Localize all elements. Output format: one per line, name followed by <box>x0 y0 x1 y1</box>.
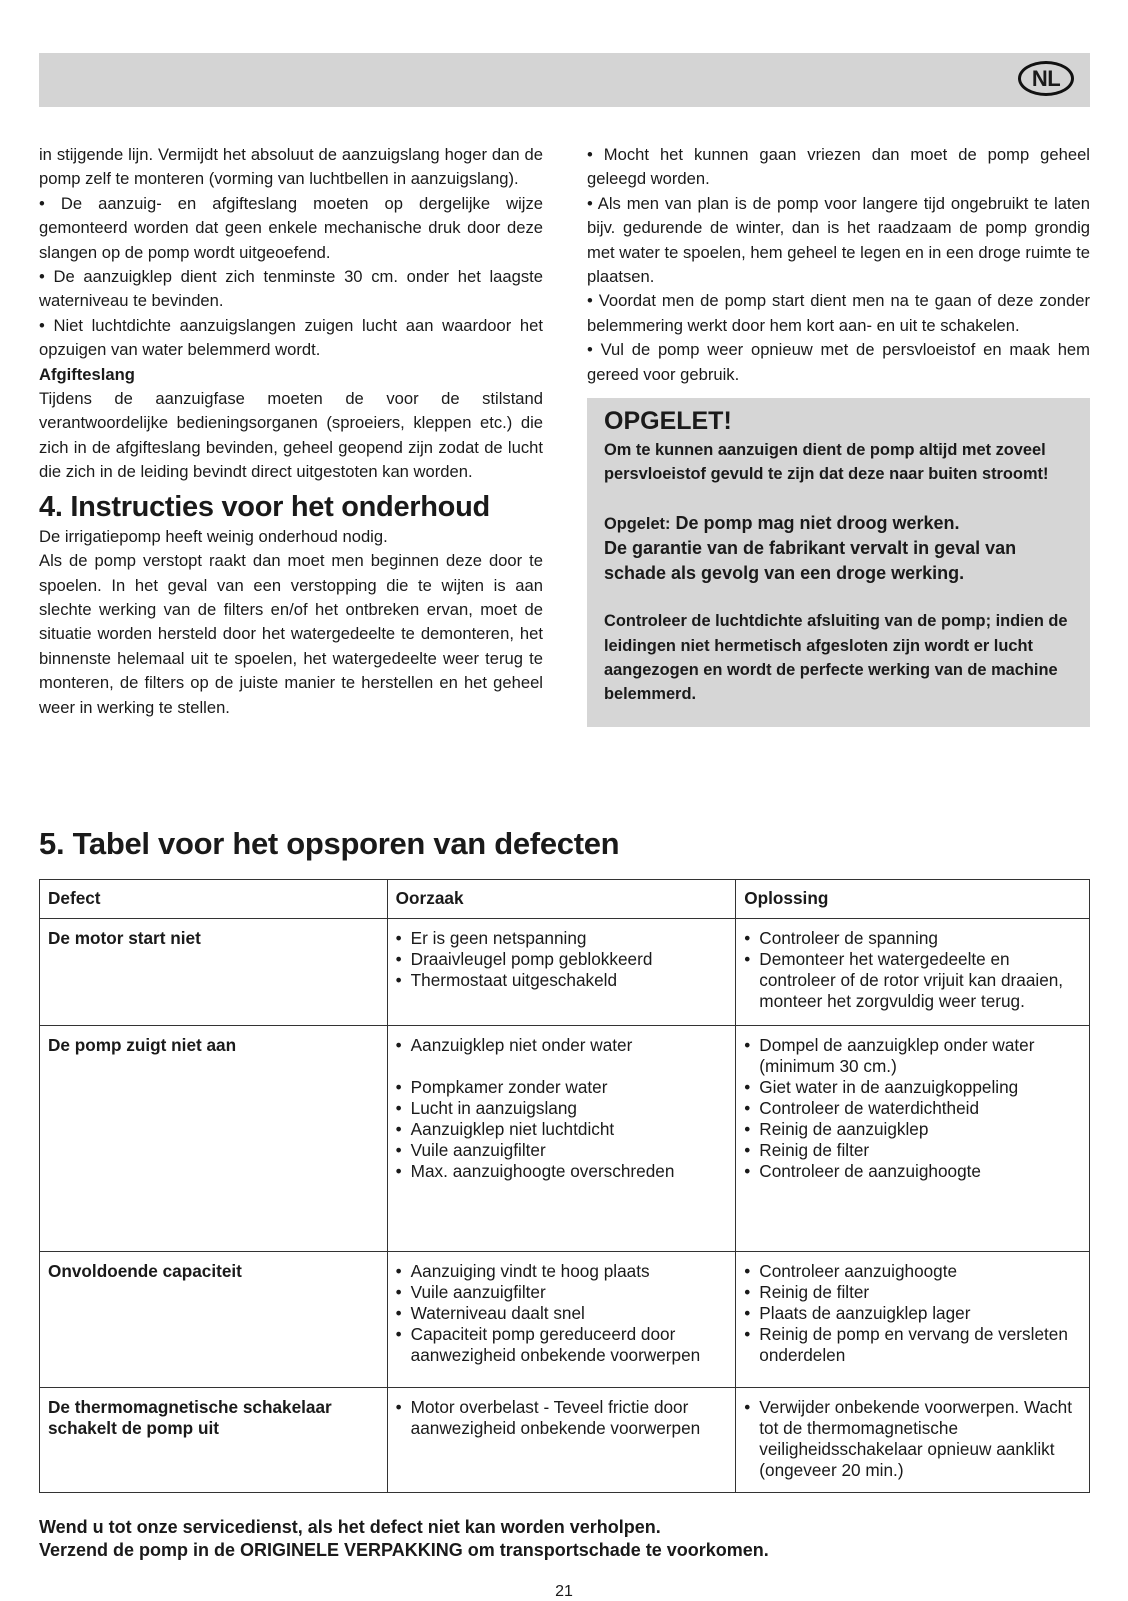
list-item: • Draaivleugel pomp geblokkeerd <box>396 949 728 970</box>
warning-text <box>604 511 1074 536</box>
bullet-paragraph: • Als men van plan is de pomp voor langere tijd ongebruikt te laten bijv. gedurende de winter, dan is het raadzaam de pomp grondig met water te spoelen, hem geheel te legen en in een droge ruimte te plaatsen. <box>587 193 1090 287</box>
column-header: Oorzaak <box>387 880 736 919</box>
list-item: • Reinig de filter <box>744 1282 1081 1303</box>
cause-cell <box>387 1252 736 1388</box>
list-item: • Capaciteit pomp gereduceerd door aanwezigheid onbekende voorwerpen <box>396 1324 728 1366</box>
intro-text: in stijgende lijn. Vermijdt het absoluut de aanzuigslang hoger dan de pomp zelf te monteren (vorming van luchtbellen in aanzuigslang). <box>39 145 543 189</box>
left-column <box>39 143 543 720</box>
defects-table <box>39 879 1090 1493</box>
section-4-paragraph: Als de pomp verstopt raakt dan moet men beginnen deze door te spoelen. In het geval van een verstopping die te wijten is aan slechte werking van de filters en/of het ontbreken ervan, moet de situatie worden hersteld door het watergedeelte te demonteren, het binnenste helemaal uit te spoelen, het watergedeelte weer terug te monteren, de filters op de juiste manier te herstellen en het geheel weer in werking te stellen. <box>39 551 543 717</box>
list-item: • Thermostaat uitgeschakeld <box>396 970 728 991</box>
section-4-paragraph: De irrigatiepomp heeft weinig onderhoud nodig. <box>39 526 388 546</box>
list-item: • Lucht in aanzuigslang <box>396 1098 728 1119</box>
defect-cell: Onvoldoende capaciteit <box>40 1252 388 1388</box>
warning-box <box>587 398 1090 727</box>
warning-text: Controleer de luchtdichte afsluiting van de pomp; indien de leidingen niet hermetisch afgesloten zijn wordt er lucht aangezogen en wordt de perfecte werking van de machine belemmerd. <box>604 612 1068 704</box>
table-row <box>40 1388 1090 1493</box>
list-item: • Aanzuigklep niet luchtdicht <box>396 1119 728 1140</box>
list-item: • Motor overbelast - Teveel frictie door aanwezigheid onbekende voorwerpen <box>396 1397 728 1439</box>
bullet-paragraph: • Niet luchtdichte aanzuigslangen zuigen lucht aan waardoor het opzuigen van water belemmerd wordt. <box>39 315 543 360</box>
list-item: • Aanzuigklep niet onder water <box>396 1035 728 1056</box>
header-bar <box>39 53 1090 107</box>
afgifteslang-text: Tijdens de aanzuigfase moeten de voor de stilstand verantwoordelijke bedieningsorganen (sproeiers, kleppen etc.) die zich in de afgifteslang bevinden, geheel geopend zijn zodat de lucht die zich in de leiding bevindt direct uitgestoten kan worden. <box>39 389 543 482</box>
bullet-paragraph: • Voordat men de pomp start dient men na te gaan of deze zonder belemmering werkt door hem kort aan- en uit te schakelen. <box>587 291 1090 335</box>
page-number: 21 <box>555 1583 573 1600</box>
list-item: • Reinig de aanzuigklep <box>744 1119 1081 1140</box>
solution-cell <box>736 1388 1090 1493</box>
list-item: • Waterniveau daalt snel <box>396 1303 728 1324</box>
footer-line: Wend u tot onze servicedienst, als het defect niet kan worden verholpen. <box>39 1517 661 1537</box>
list-item: • Reinig de pomp en vervang de versleten onderdelen <box>744 1324 1081 1366</box>
column-header: Oplossing <box>736 880 1090 919</box>
list-item: • Vuile aanzuigfilter <box>396 1282 728 1303</box>
list-item: • Demonteer het watergedeelte en controleer of de rotor vrijuit kan draaien, monteer het zorgvuldig weer terug. <box>744 949 1081 1012</box>
warning-rest: De pomp mag niet droog werken. <box>670 512 960 533</box>
list-item: • Controleer aanzuighoogte <box>744 1261 1081 1282</box>
cause-cell <box>387 919 736 1026</box>
table-row <box>40 1026 1090 1252</box>
list-item: • Aanzuiging vindt te hoog plaats <box>396 1261 728 1282</box>
bullet-paragraph: • Mocht het kunnen gaan vriezen dan moet de pomp geheel geleegd worden. <box>587 145 1090 189</box>
list-item: • Er is geen netspanning <box>396 928 728 949</box>
warning-title: OPGELET! <box>604 407 732 436</box>
section-4-title: 4. Instructies voor het onderhoud <box>39 490 490 523</box>
table-header-row <box>40 880 1090 919</box>
list-item: • Dompel de aanzuigklep onder water (minimum 30 cm.) <box>744 1035 1081 1077</box>
defect-cell: De pomp zuigt niet aan <box>40 1026 388 1252</box>
bullet-paragraph: • Vul de pomp weer opnieuw met de persvloeistof en maak hem gereed voor gebruik. <box>587 340 1090 384</box>
cause-cell <box>387 1026 736 1252</box>
solution-cell <box>736 1026 1090 1252</box>
footer-note <box>39 1516 769 1562</box>
solution-cell <box>736 919 1090 1026</box>
list-item: • Giet water in de aanzuigkoppeling <box>744 1077 1081 1098</box>
section-5-title: 5. Tabel voor het opsporen van defecten <box>39 826 620 861</box>
warning-text: Om te kunnen aanzuigen dient de pomp altijd met zoveel persvloeistof gevuld te zijn dat deze naar buiten stroomt! <box>604 441 1049 484</box>
footer-line: Verzend de pomp in de ORIGINELE VERPAKKING om transportschade te voorkomen. <box>39 1540 769 1560</box>
right-column <box>587 143 1090 727</box>
bullet-paragraph: • De aanzuig- en afgifteslang moeten op dergelijke wijze gemonteerd worden dat geen enkele mechanische druk door deze slangen op de pomp wordt uitgeoefend. <box>39 193 543 262</box>
list-item: • Reinig de filter <box>744 1140 1081 1161</box>
table-row <box>40 919 1090 1026</box>
list-item: • Controleer de aanzuighoogte <box>744 1161 1081 1182</box>
list-item: • Pompkamer zonder water <box>396 1077 728 1098</box>
defect-cell: De thermomagnetische schakelaar schakelt de pomp uit <box>40 1388 388 1493</box>
list-item: • Controleer de spanning <box>744 928 1081 949</box>
list-item: • Max. aanzuighoogte overschreden <box>396 1161 728 1182</box>
bullet-paragraph: • De aanzuigklep dient zich tenminste 30 cm. onder het laagste waterniveau te bevinden. <box>39 267 543 311</box>
list-item: • Verwijder onbekende voorwerpen. Wacht tot de thermomagnetische veiligheidsschakelaar opnieuw aanklikt (ongeveer 20 min.) <box>744 1397 1081 1481</box>
column-header: Defect <box>40 880 388 919</box>
table-row <box>40 1252 1090 1388</box>
solution-cell <box>736 1252 1090 1388</box>
warning-text: De garantie van de fabrikant vervalt in geval van schade als gevolg van een droge werking. <box>604 538 1017 583</box>
language-badge: NL <box>1018 61 1074 96</box>
list-item: • Vuile aanzuigfilter <box>396 1140 728 1161</box>
list-item: • Controleer de waterdichtheid <box>744 1098 1081 1119</box>
warning-lead: Opgelet: <box>604 514 671 533</box>
list-item: • Plaats de aanzuigklep lager <box>744 1303 1081 1324</box>
cause-cell <box>387 1388 736 1493</box>
afgifteslang-heading: Afgifteslang <box>39 364 135 384</box>
defect-cell: De motor start niet <box>40 919 388 1026</box>
